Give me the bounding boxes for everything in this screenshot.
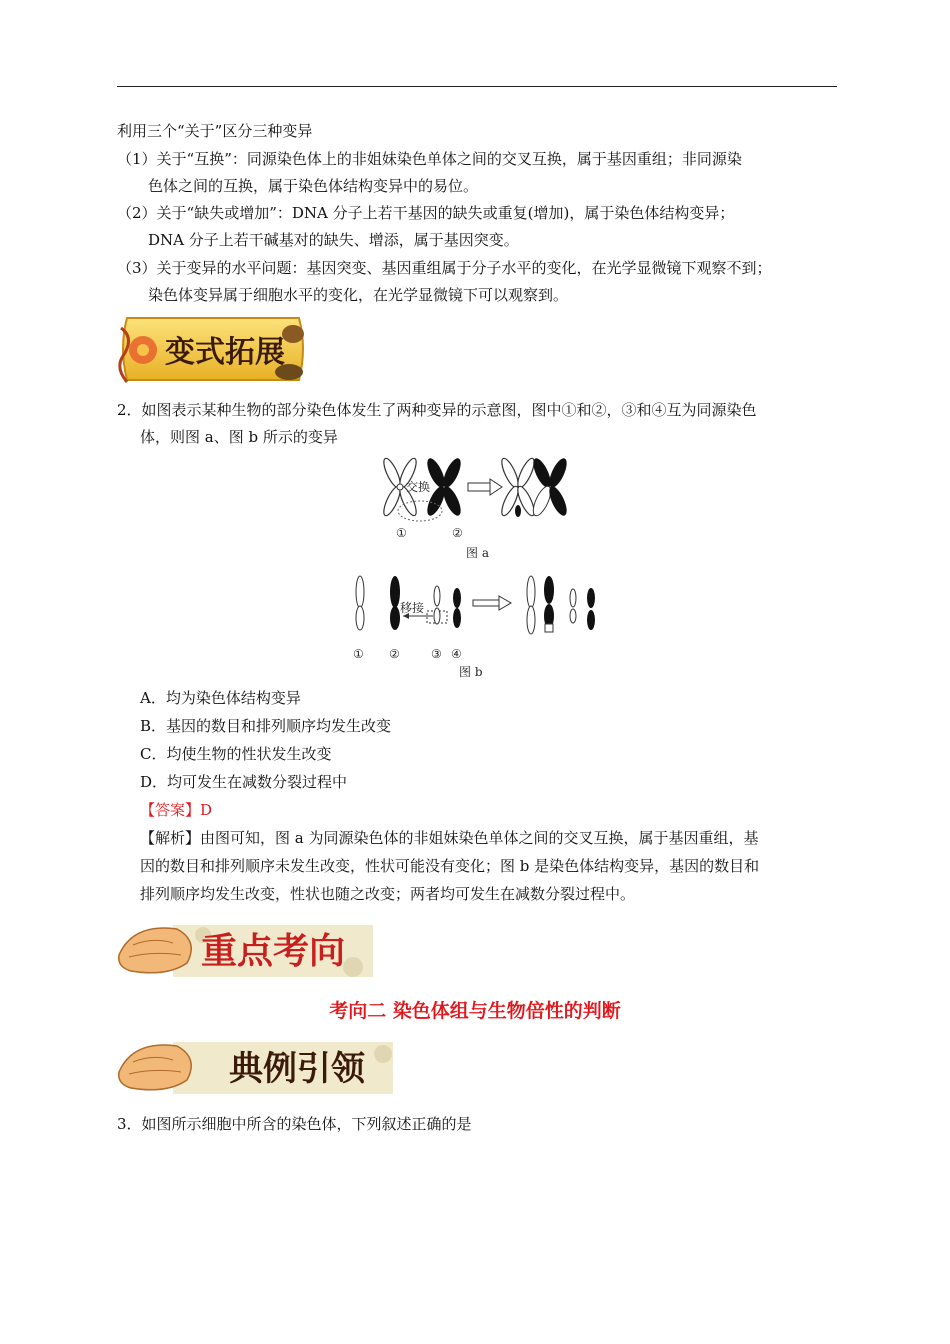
figure-a: [378, 455, 578, 563]
example-banner-text: 典例引领: [229, 1049, 365, 1089]
chromosome-b2: [390, 576, 400, 630]
fig-b-num2: ②: [389, 647, 400, 661]
q2-option-c: C．均使生物的性状发生改变: [140, 745, 332, 763]
arrow-right-icon: [468, 479, 502, 495]
fig-b-num4: ④: [451, 647, 462, 661]
header-rule: [117, 86, 837, 87]
q2-option-d: D．均可发生在减数分裂过程中: [140, 773, 348, 791]
chromosome-b1-after: [527, 576, 535, 634]
q2-analysis-line2: 因的数目和排列顺序未发生改变，性状可能没有变化；图 b 是染色体结构变异，基因的数目和: [140, 857, 760, 875]
intro-item-2-line1: （2）关于“缺失或增加”：DNA 分子上若干基因的缺失或重复(增加)，属于染色体结构变异；: [117, 204, 735, 222]
fig-a-caption: 图 a: [466, 546, 489, 560]
variant-banner-text: 变式拓展: [165, 335, 285, 370]
section2-title: 考向二 染色体组与生物倍性的判断: [329, 1000, 621, 1022]
conch-shell-icon: [119, 1045, 191, 1090]
fig-a-num1: ①: [396, 526, 407, 540]
chromosome-2-after: [530, 456, 570, 518]
fig-b-num1: ①: [353, 647, 364, 661]
q3-stem: 3．如图所示细胞中所含的染色体，下列叙述正确的是: [117, 1115, 472, 1133]
example-banner: [113, 1032, 403, 1102]
focus-banner: [113, 915, 383, 985]
arrow-right-icon: [473, 596, 511, 610]
fig-b-num3: ③: [431, 647, 442, 661]
chromosome-b2-after: [544, 576, 554, 632]
q2-answer: [140, 800, 212, 820]
q2-stem-line2: 体，则图 a、图 b 所示的变异: [140, 428, 338, 446]
answer-label: 【答案】: [140, 801, 201, 819]
intro-title: 利用三个“关于”区分三种变异: [117, 122, 313, 140]
fig-a-num2: ②: [452, 526, 463, 540]
chromosome-1-after: [499, 456, 538, 517]
intro-item-3-line2: 染色体变异属于细胞水平的变化，在光学显微镜下可以观察到。: [148, 286, 569, 304]
intro-item-1-line2: 色体之间的互换，属于染色体结构变异中的易位。: [148, 177, 479, 195]
intro-item-1-line1: （1）关于“互换”：同源染色体上的非姐妹染色单体之间的交叉互换，属于基因重组；非同源染: [117, 150, 742, 168]
q2-stem-line1: 2．如图表示某种生物的部分染色体发生了两种变异的示意图，图中①和②，③和④互为同源染色: [117, 401, 757, 419]
ornament-icon: [282, 325, 304, 343]
q2-analysis-line3: 排列顺序均发生改变，性状也随之改变；两者均可发生在减数分裂过程中。: [140, 885, 636, 903]
variant-banner: [113, 308, 313, 390]
chromosome-b4: [453, 588, 461, 628]
chromosome-b3-after: [570, 589, 576, 623]
intro-item-2-line2: DNA 分子上若干碱基对的缺失、增添，属于基因突变。: [148, 231, 519, 249]
q2-analysis-line1: 【解析】由图可知，图 a 为同源染色体的非姐妹染色单体之间的交叉互换，属于基因重组，基: [140, 829, 759, 847]
conch-shell-icon: [119, 928, 191, 973]
intro-item-3-line1: （3）关于变异的水平问题：基因突变、基因重组属于分子水平的变化，在光学显微镜下观察不到；: [117, 259, 772, 277]
chromosome-b4-after: [587, 588, 595, 630]
figure-b: [345, 574, 605, 682]
transfer-label: 移接: [400, 601, 425, 615]
fig-b-caption: 图 b: [459, 665, 483, 679]
answer-value: D: [200, 801, 213, 819]
chromosome-b1: [356, 576, 364, 630]
q2-option-a: A．均为染色体结构变异: [140, 689, 301, 707]
focus-banner-text: 重点考向: [201, 930, 346, 972]
chromosome-b3: [434, 586, 440, 624]
q2-option-b: B．基因的数目和排列顺序均发生改变: [140, 717, 392, 735]
exchange-label: 交换: [406, 480, 431, 494]
